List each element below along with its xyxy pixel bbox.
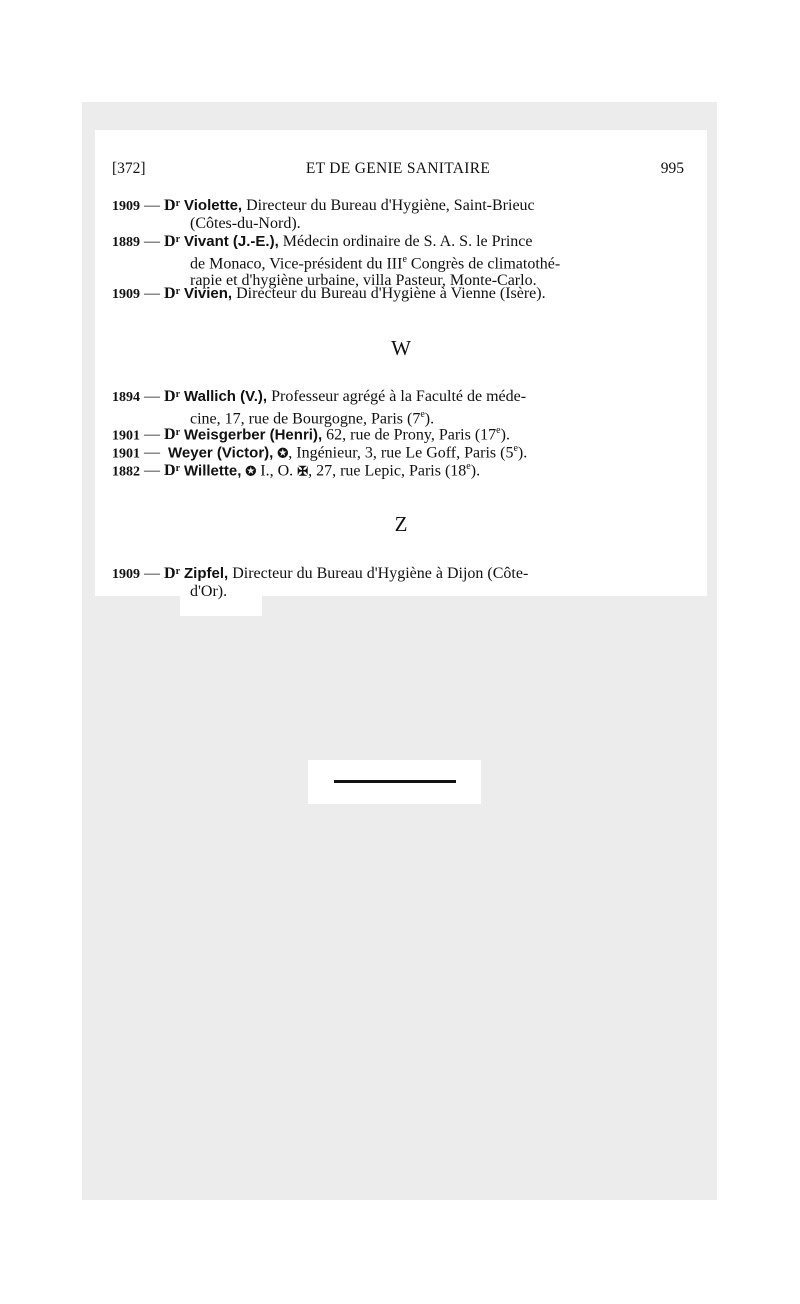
entry-name: Vivien, [184, 285, 233, 302]
entry-year: 1909 [112, 199, 140, 214]
header-page-ref: [372] [112, 160, 146, 177]
entry-title: $D^r$ [164, 426, 181, 444]
entry-zipfel [112, 563, 686, 600]
entry-text: Directeur du Bureau d'Hygiène à Vienne (Isère). [232, 285, 546, 302]
entry-title: $D^r$ [164, 285, 181, 302]
entry-year: 1901 [112, 446, 140, 462]
academic-palm-icon: ✪ [245, 463, 257, 479]
entry-dash: — [144, 388, 160, 405]
legion-honour-icon: ✪ [277, 445, 289, 461]
entry-continuation: (Côtes-du-Nord). [190, 215, 301, 232]
entry-dash: — [144, 285, 160, 302]
entry-text: Médecin ordinaire de S. A. S. le Prince [278, 233, 533, 250]
entry-title: $D^r$ [164, 388, 181, 405]
entry-dash: — [144, 197, 160, 214]
entry-name: Zipfel, [184, 565, 229, 582]
entry-violette [112, 195, 686, 232]
section-letter-w: W [391, 336, 411, 360]
section-letter-z: Z [394, 512, 408, 536]
entry-weisgerber: 1901 — $D^r$ Weisgerber (Henri), 62, rue de Prony, Paris (17e). [112, 425, 510, 444]
entry-name: Wallich (V.), [184, 388, 268, 405]
entry-dash: — [144, 462, 160, 480]
entry-text: , Ingénieur, 3, rue Le Goff, Paris (5 [288, 444, 514, 462]
entry-text: 62, rue de Prony, Paris (17 [322, 426, 497, 444]
header-page-number: 995 [660, 160, 684, 177]
end-rule-box [308, 760, 481, 804]
entry-vivien [112, 283, 686, 303]
entry-text: , 27, rue Lepic, Paris (18 [308, 462, 467, 480]
entry-continuation: de Monaco, Vice-président du IIIe Congrès de climatothé- [190, 254, 561, 273]
entry-dash: — [144, 233, 160, 250]
merit-cross-icon: ✠ [297, 463, 309, 479]
entry-name: Weyer (Victor), [168, 444, 274, 462]
entry-continuation: rapie et d'hygiène urbaine, villa Pasteur, Monte-Carlo. [190, 272, 537, 290]
entry-title: $D^r$ [164, 197, 181, 214]
entry-willette: 1882 — $D^r$ Willette, ✪ I., O. ✠, 27, rue Lepic, Paris (18e). [112, 461, 481, 480]
entry-title: $D^r$ [164, 233, 181, 250]
header-title: ET DE GENIE SANITAIRE [305, 160, 491, 177]
entry-text: Professeur agrégé à la Faculté de méde- [267, 388, 527, 405]
entry-vivant [112, 231, 686, 289]
entry-year: 1901 [112, 428, 140, 444]
entry-text: Directeur du Bureau d'Hygiène, Saint-Brieuc [242, 197, 535, 214]
entry-year: 1889 [112, 235, 140, 250]
entry-dash: — [144, 444, 160, 462]
end-rule [334, 780, 456, 783]
entry-year: 1894 [112, 390, 140, 405]
entry-year: 1909 [112, 287, 140, 302]
entry-name: Weisgerber (Henri), [184, 426, 323, 444]
entry-name: Vivant (J.-E.), [184, 233, 279, 250]
running-header [112, 160, 684, 182]
entry-continuation: d'Or). [190, 583, 228, 600]
entry-year: 1882 [112, 464, 140, 480]
entry-weyer: 1901 — Weyer (Victor), ✪, Ingénieur, 3, rue Le Goff, Paris (5e). [112, 443, 528, 462]
entry-title: $D^r$ [164, 462, 181, 480]
entry-dash: — [144, 426, 160, 444]
entry-text: Directeur du Bureau d'Hygiène à Dijon (Côte- [228, 565, 529, 582]
entry-dash: — [144, 565, 160, 582]
entry-continuation: cine, 17, rue de Bourgogne, Paris (7e). [190, 409, 435, 428]
entry-title: $D^r$ [164, 565, 181, 582]
entry-year: 1909 [112, 567, 140, 582]
entry-name: Willette, [184, 462, 242, 480]
entry-name: Violette, [184, 197, 243, 214]
